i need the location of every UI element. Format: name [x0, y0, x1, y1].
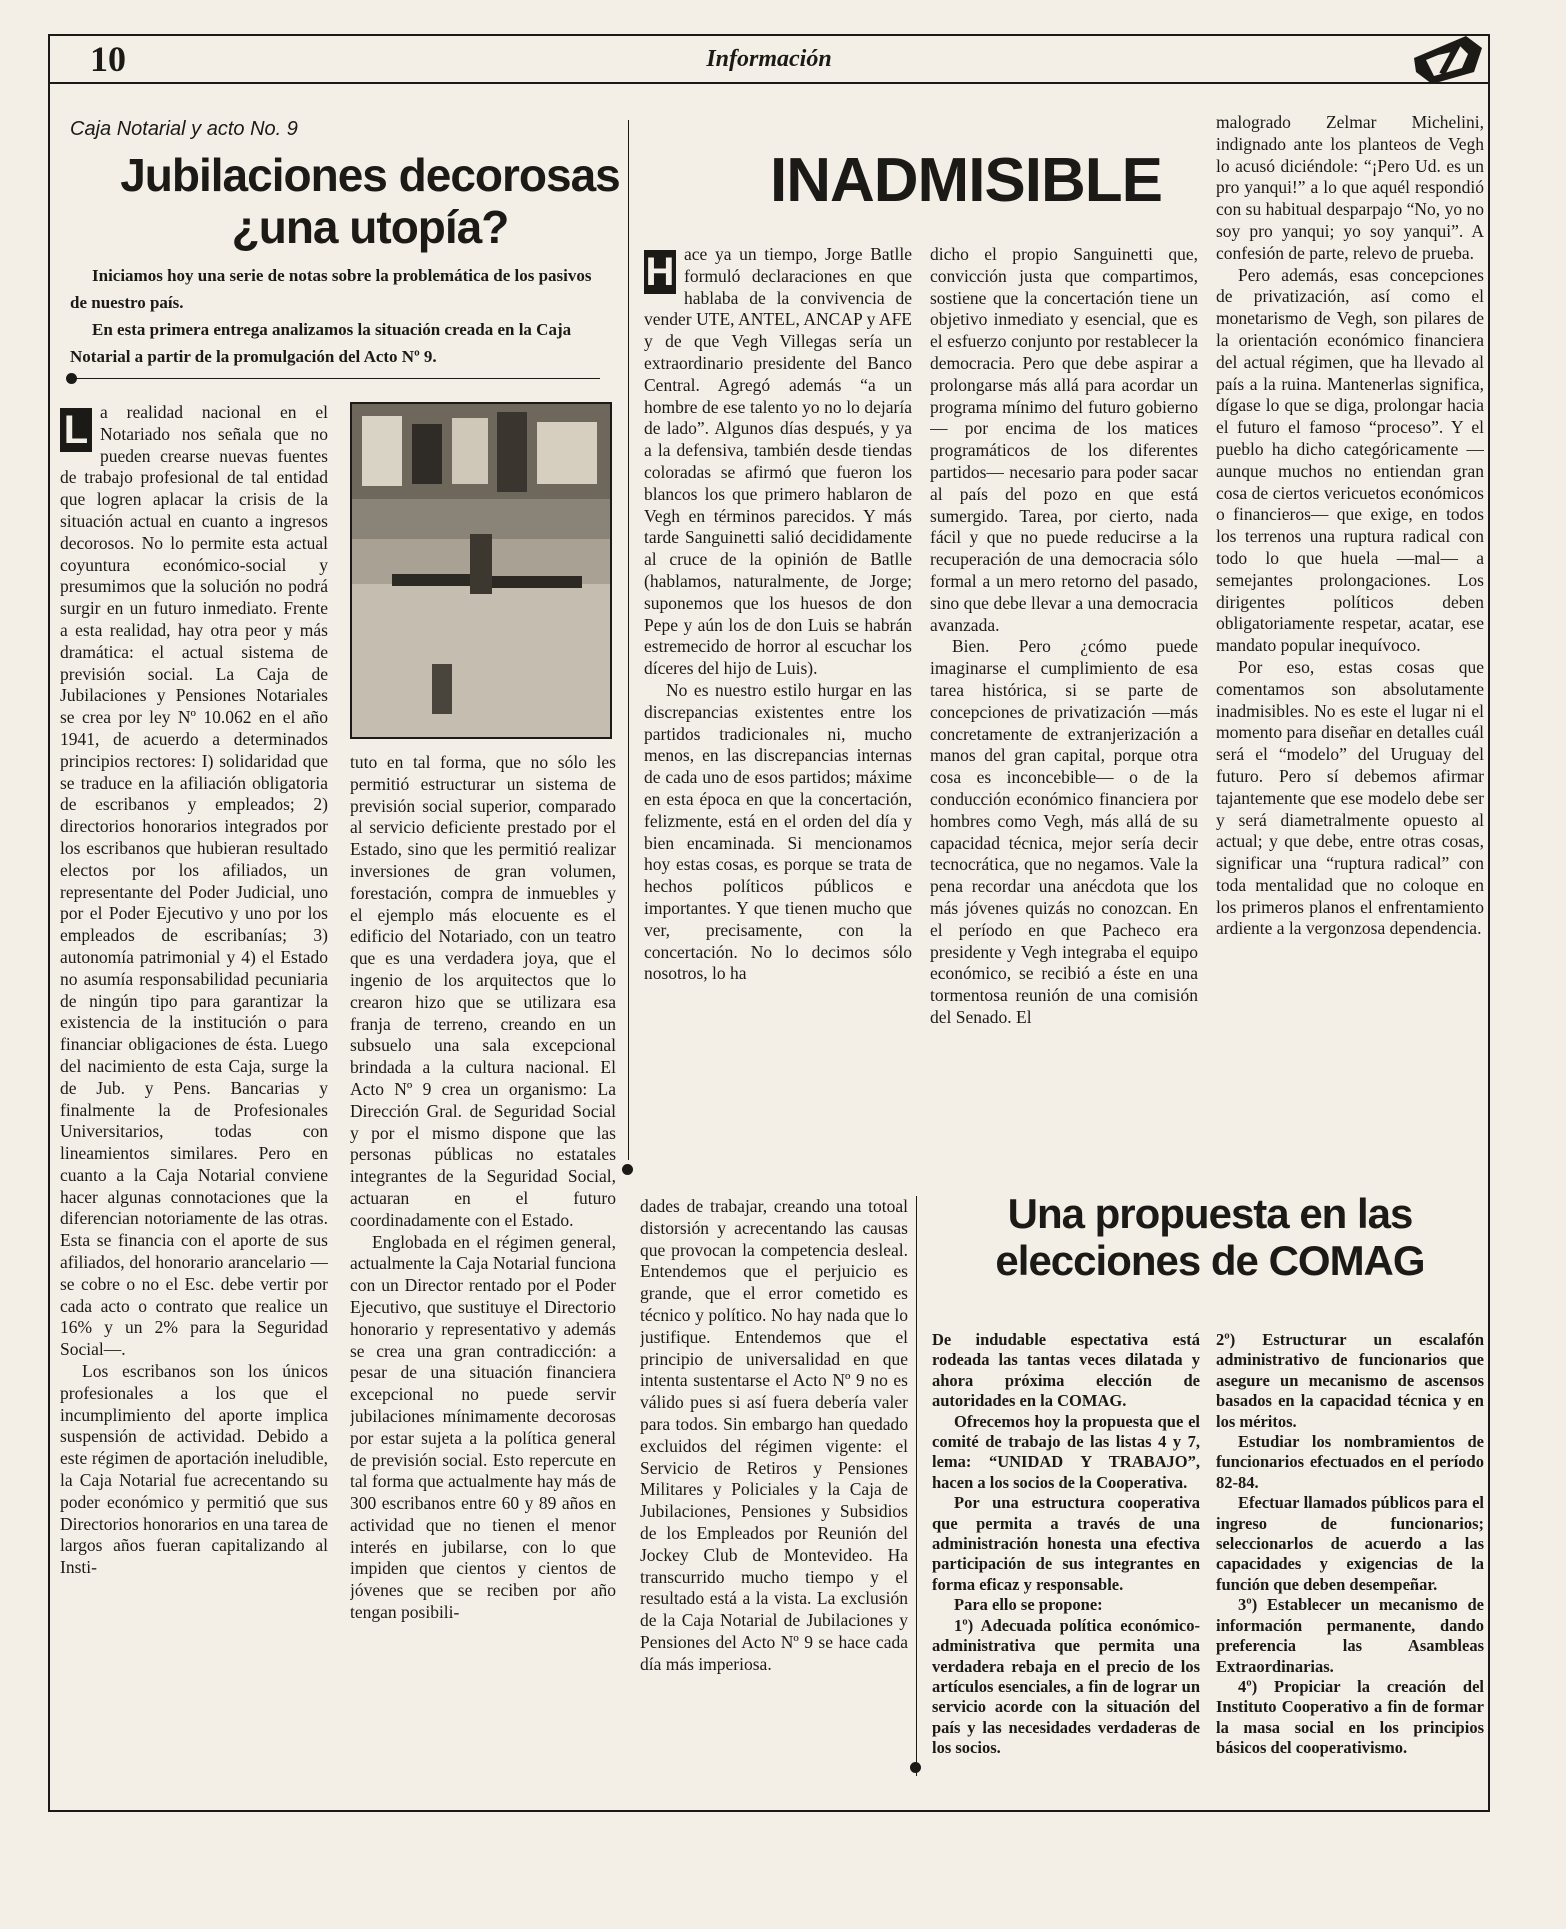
- article-column: [640, 1196, 908, 1786]
- article-column: [930, 244, 1198, 1150]
- article-paragraph: Para ello se propone:: [954, 1595, 1103, 1615]
- article-paragraph: ace ya un tiempo, Jorge Batlle formuló declaraciones en que hablaba de la convivencia de vender UTE, ANTEL, ANCAP y AFE y de que Vegh Villegas sería un extraordinario presidente del Banco Central. Agregó además “a un hombre de ese talento yo no lo dejaría de lado”. Algunos días después, y ya a la defensiva, también desde tiendas coloradas se afirmó que fueron los blancos los que primero hablaron de Vegh en términos parecidos. Y más tarde Sanguinetti salió decididamente al cruce de la opinión de Batlle (hablamos, naturalmente, de Jorge; suponemos que los huesos de don Pepe y aún los de don Luis se habrán estremecido de horror al escuchar los díceres del hijo de Luis).: [644, 244, 912, 679]
- article-paragraph: tuto en tal forma, que no sólo les permitió estructurar un sistema de previsión social superior, comparado al servicio deficiente prestado por el Estado, sino que les permitió realizar inversiones de gran volumen, forestación, compra de inmuebles y el ejemplo más elocuente es el edificio del Notariado, con un teatro que es una verdadera joya, que el ingenio de los arquitectos que lo crearon hizo que se utilizara esa franja de terreno, creando en un subsuelo una sala excepcional brindada a la cultura nacional. El Acto Nº 9 crea un organismo: La Dirección Gral. de Seguridad Social y por el mismo dispone que las personas públicas no estatales integrantes de la Seguridad Social, actuaran en el futuro coordinadamente con el Estado.: [350, 752, 616, 1230]
- article-deck: [70, 262, 600, 370]
- article-paragraph: Englobada en el régimen general, actualmente la Caja Notarial funciona con un Director rentado por el Poder Ejecutivo, que sustituye el Directorio honorario y representativo y además se crea una gran contradicción: a pesar de una situación financiera excepcional no puede servir jubilaciones mínimamente decorosas por estar sujeta a la política general de previsión social. Esto repercute en tal forma que actualmente hay más de 300 escribanos entre 60 y 89 años en actividad que no tienen el menor interés en jubilarse, con lo que impiden que cientos y cientos de jóvenes que se reciben por año tengan posibili-: [350, 1231, 616, 1623]
- column-rule: [628, 120, 629, 1160]
- article-paragraph: Estudiar los nombramientos de funcionarios efectuados en el período 82-84.: [1216, 1432, 1484, 1492]
- page-number: 10: [90, 39, 126, 79]
- deck-paragraph: Iniciamos hoy una serie de notas sobre la problemática de los pasivos de nuestro país.: [70, 266, 592, 312]
- article-paragraph: Por una estructura cooperativa que permita a través de una administración honesta una efectiva participación de sus integrantes en forma eficaz y responsable.: [932, 1493, 1200, 1594]
- headline-line: Jubilaciones decorosas: [120, 149, 620, 201]
- bullet-dot: [622, 1164, 633, 1175]
- article-paragraph: No es nuestro estilo hurgar en las discrepancias existentes entre los partidos tradicionales ni, mucho menos, en las discrepancias internas de cada uno de esos partidos; máxime en esta época en que la concertación, felizmente, está en el orden del día y bien encaminada. Si mencionamos hoy estas cosas, es porque se trata de hechos políticos públicos e importantes. Y que tienen mucho que ver, precisamente, con la concertación. No lo decimos sólo nosotros, lo ha: [644, 679, 912, 984]
- article-column: [644, 244, 912, 1150]
- article-kicker: Caja Notarial y acto No. 9: [70, 118, 298, 140]
- building-interior-image: [352, 404, 610, 737]
- article-paragraph: dades de trabajar, creando una totoal distorsión y acrecentando las causas que provocan la competencia desleal. Entendemos que el perjuicio es grande, que el error cometido es técnico y político. No hay nada que lo justifique. Entendemos que el principio de universalidad en que intenta sustentarse el Acto Nº 9 no es válido pues si así fuera debería valer para todos. Sin embargo han quedado excluidos del régimen vigente: el Servicio de Retiros y Pensiones Militares y Policiales y la Caja de Jubilaciones, Pensiones y Subsidios de los Empleados por Reunión del Jockey Club de Montevideo. Ha transcurrido mucho tiempo y el resultado está a la vista. La exclusión de la Caja Notarial de Jubilaciones y Pensiones del Acto Nº 9 se hace cada día más imperiosa.: [640, 1196, 908, 1674]
- article-column: [1216, 112, 1484, 1152]
- article-paragraph: Bien. Pero ¿cómo puede imaginarse el cumplimiento de esa tarea histórica, si se parte de concepciones de privatización —más concretamente de extranjerización a manos del gran capital, porque otra cosa es inconcebible— o de la conducción económico financiera por hombres como Vegh, más allá de su capacidad técnica, mejor sería decir tecnocrática, que no negamos. Vale la pena recordar una anécdota que los más jóvenes quizás no conozcan. En el período en que Pacheco era presidente y Vegh integraba el equipo económico, se recibió a éste en una tormentosa reunión de una comisión del Senado. El: [930, 636, 1198, 1027]
- page-header: [48, 34, 1490, 84]
- deck-paragraph: En esta primera entrega analizamos la situación creada en la Caja Notarial a partir de la promulgación del Acto Nº 9.: [70, 320, 572, 366]
- newspaper-logo-icon: [1408, 28, 1488, 88]
- article-paragraph: 1º) Adecuada política económico-administrativa que permita una verdadera rebaja en el precio de los artículos esenciales, a fin de lograr un servicio acorde con la situación del país y las necesidades verdaderas de los socios.: [932, 1615, 1200, 1758]
- article-column: [60, 402, 328, 1780]
- article-paragraph: dicho el propio Sanguinetti que, convicción justa que compartimos, sostiene que la concertación tiene un objetivo inmediato y esencial, que es el esfuerzo conjunto por restablecer la democracia. Pero que debe aspirar a prolongarse más allá para acordar un programa mínimo del futuro gobierno — por encima de los matices programáticos de los diferentes partidos— necesario para poder sacar al país del pozo en que está sumergido. Tarea, por cierto, nada fácil y que no puede reducirse a la recuperación de una democracia sólo formal a un mero retorno del pasado, sino que debe llevar a una democracia avanzada.: [930, 244, 1198, 635]
- article-headline-jubilaciones: [110, 150, 630, 253]
- article-paragraph: 3º) Establecer un mecanismo de información permanente, dando preferencia las Asambleas Extraordinarias.: [1216, 1595, 1484, 1676]
- news-photo: [350, 402, 612, 739]
- headline-line: elecciones de COMAG: [995, 1237, 1425, 1285]
- bullet-dot: [66, 373, 77, 384]
- article-column: [350, 752, 616, 1782]
- article-paragraph: Por eso, estas cosas que comentamos son absolutamente inadmisibles. No es este el lugar ni el momento para diseñar en detalles cuál será el “modelo” del Uruguay del futuro. Pero sí debemos afirmar tajantemente que ese modelo debe ser y será diametralmente opuesto al actual; y que debe, entre otras cosas, significar una “ruptura radical” con toda mentalidad que no coloque en los primeros planos el enfrentamiento ardiente a la vergonzosa dependencia.: [1216, 656, 1484, 939]
- article-paragraph: Pero además, esas concepciones de privatización, así como el monetarismo de Vegh, son pilares de la orientación económico financiera del actual régimen, que ha llevado al país a la ruina. Mantenerlas significa, dígase lo que se diga, prolongar hacia el futuro el famoso “proceso”. Y el pueblo ha dicho categóricamente — aunque muchos no entiendan gran cosa de ciertos vericuetos económicos o financieros— que exige, en todos los terrenos una ruptura radical con todo lo que huela —mal— a semejantes prolongaciones. Los dirigentes políticos deben obligatoriamente respetar, acatar, ese mandato popular inequívoco.: [1216, 264, 1484, 656]
- drop-cap: H: [645, 250, 675, 294]
- article-paragraph: Ofrecemos hoy la propuesta que el comité de trabajo de las listas 4 y 7, lema: “UNIDAD Y TRABAJO”, hacen a los socios de la Cooperativa.: [932, 1411, 1200, 1492]
- article-paragraph: 4º) Propiciar la creación del Instituto Cooperativo a fin de formar la masa social en los principios básicos del cooperativismo.: [1216, 1676, 1484, 1758]
- article-headline-inadmisible: INADMISIBLE: [770, 146, 1162, 215]
- headline-line: ¿una utopía?: [231, 200, 509, 253]
- article-paragraph: De indudable espectativa está rodeada las tantas veces dilatada y ahora próxima elección de autoridades en la COMAG.: [932, 1330, 1200, 1411]
- article-column: [932, 1330, 1200, 1782]
- article-paragraph: Efectuar llamados públicos para el ingreso de funcionarios; seleccionarlos de acuerdo a las capacidades y exigencias de la función que deben desempeñar.: [1216, 1493, 1484, 1594]
- bullet-dot: [910, 1762, 921, 1773]
- article-paragraph: a realidad nacional en el Notariado nos señala que no pueden crearse nuevas fuentes de trabajo profesional de tal entidad que logren aplacar la crisis de la situación actual en cuanto a ingresos decorosos. No lo permite esta actual coyuntura económico-social y presumimos que la solución no podrá surgir en un futuro inmediato. Frente a esta realidad, hay otra peor y más dramática: el actual sistema de previsión social. La Caja de Jubilaciones y Pensiones Notariales se crea por ley Nº 10.062 en el año 1941, de acuerdo a determinados principios rectores: I) solidaridad que se traduce en la afiliación obligatoria de escribanos y empleados; 2) directorios honorarios integrados por los escribanos que hubieran resultado electos por los afiliados, un representante del Poder Judicial, uno por el Poder Ejecutivo y uno por los empleados de escribanías; 3) autonomía patrimonial y 4) el Estado no asumía responsabilidad pecuniaria de ningún tipo para garantizar la existencia de la institución o para financiar obligaciones de ésta. Luego del nacimiento de esta Caja, surge la de Jub. y Pens. Bancarias y finalmente la de Profesionales Universitarios, todas con lineamientos similares. Pero en cuanto a la Caja Notarial conviene hacer algunas connotaciones que la diferencian notoriamente de las otras. Esta se financia con el aporte de sus afiliados, del honorario arancelario —se cobre o no el Esc. debe vertir por cada acto o contrato que realice un 16% y un 2% para la Seguridad Social—.: [60, 402, 328, 1360]
- drop-cap: L: [60, 408, 92, 452]
- article-paragraph: Los escribanos son los únicos profesionales a los que el incumplimiento del aporte implica suspensión de actividad. Debido a este régimen de aportación ineludible, la Caja Notarial fue acrecentando su poder económico y permitió que sus Directorios honorarios en una tarea de largos años fueran capitalizando al Insti-: [60, 1361, 328, 1578]
- article-paragraph: 2º) Estructurar un escalafón administrativo de funcionarios que asegure un mecanismo de ascensos basados en la capacidad técnica y en los méritos.: [1216, 1330, 1484, 1431]
- section-title: Información: [706, 46, 832, 72]
- article-paragraph: malogrado Zelmar Michelini, indignado ante los planteos de Vegh lo acusó diciéndole: “¡Pero Ud. es un pro yanqui!” a lo que aquél respondió con su habitual desparpajo “No, yo no soy pro yanqui; yo soy yanqui”. A confesión de parte, relevo de prueba.: [1216, 112, 1484, 263]
- column-rule: [916, 1196, 917, 1776]
- article-headline-comag: [990, 1190, 1430, 1284]
- article-column: [1216, 1330, 1484, 1782]
- divider-line: [72, 378, 600, 379]
- headline-line: Una propuesta en las: [1007, 1190, 1413, 1237]
